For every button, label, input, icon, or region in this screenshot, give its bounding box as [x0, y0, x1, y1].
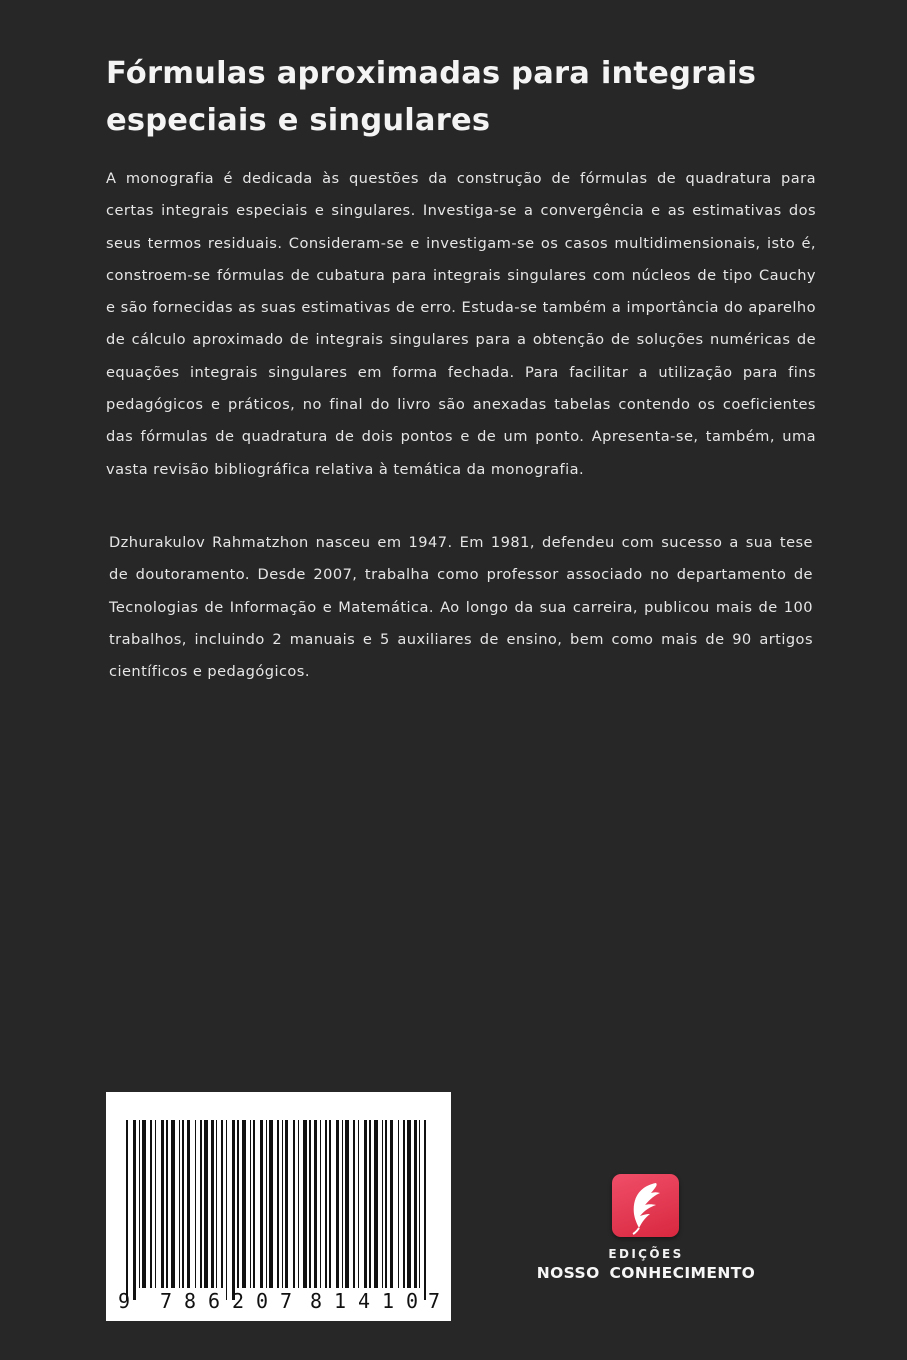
barcode-bar [155, 1120, 156, 1288]
isbn-digit: 6 [208, 1289, 221, 1313]
isbn-digit: 8 [184, 1289, 197, 1313]
barcode-bar [204, 1120, 208, 1288]
barcode-bar [253, 1120, 255, 1288]
barcode-bars [106, 1092, 451, 1321]
barcode-bar [309, 1120, 311, 1288]
barcode-bar [303, 1120, 307, 1288]
barcode-bar [358, 1120, 359, 1288]
isbn-digit: 7 [428, 1289, 441, 1313]
barcode-bar [282, 1120, 283, 1288]
barcode-bar [166, 1120, 168, 1288]
publisher-logo [612, 1174, 679, 1237]
barcode-bar [195, 1120, 196, 1288]
barcode-bar [382, 1120, 383, 1288]
barcode-bar [232, 1120, 235, 1300]
isbn-digit: 4 [358, 1289, 371, 1313]
barcode-bar [345, 1120, 349, 1288]
isbn-barcode [106, 1092, 451, 1321]
barcode-bar [336, 1120, 339, 1288]
barcode-bar [314, 1120, 317, 1288]
barcode-bar [260, 1120, 263, 1288]
barcode-bar [171, 1120, 175, 1288]
feather-quill-icon [612, 1174, 679, 1237]
barcode-bar [403, 1120, 405, 1288]
isbn-digit: 7 [160, 1289, 173, 1313]
barcode-bar [211, 1120, 214, 1288]
barcode-bar [364, 1120, 367, 1288]
barcode-bar [126, 1120, 128, 1300]
isbn-digit: 0 [406, 1289, 419, 1313]
book-description: A monografia é dedicada às questões da construção de fórmulas de quadratura para certas integrais especiais e singulares. Investiga-se a convergência e as estimativas dos seus termos residuais. Consideram-se e investigam-se os casos multidimensionais, isto é, constroem-se fórmulas de cubatura para integrais singulares com núcleos de tipo Cauchy e são fornecidas as suas estimativas de erro. Estuda-se também a importância do aparelho de cálculo aproximado de integrais singulares para a obtenção de soluções numéricas de equações integrais singulares em forma fechada. Para facilitar a utilização para fins pedagógicos e práticos, no final do livro são anexadas tabelas contendo os coeficientes das fórmulas de quadratura de dois pontos e de um ponto. Apresenta-se, também, uma vasta revisão bibliográfica relativa à temática da monografia. [106, 170, 816, 478]
barcode-bar [414, 1120, 417, 1288]
barcode-bar [242, 1120, 246, 1288]
barcode-bar [342, 1120, 343, 1288]
barcode-bar [269, 1120, 273, 1288]
publisher-line1: EDIÇÕES [608, 1247, 684, 1261]
barcode-bar [320, 1120, 321, 1288]
isbn-digit: 0 [256, 1289, 269, 1313]
book-title: Fórmulas aproximadas para integrais especiais e singulares [106, 56, 757, 138]
barcode-bar [424, 1120, 426, 1300]
barcode-bar [187, 1120, 190, 1288]
barcode-bar [226, 1120, 227, 1300]
barcode-bar [266, 1120, 267, 1288]
barcode-bar [374, 1120, 378, 1288]
barcode-bar [142, 1120, 146, 1288]
barcode-bar [407, 1120, 411, 1288]
isbn-digit: 2 [232, 1289, 245, 1313]
isbn-digit: 1 [382, 1289, 395, 1313]
barcode-bar [250, 1120, 251, 1288]
barcode-bar [419, 1120, 420, 1288]
isbn-digit: 8 [310, 1289, 323, 1313]
isbn-digit: 9 [118, 1289, 131, 1313]
barcode-bar [298, 1120, 299, 1288]
barcode-bar [139, 1120, 140, 1288]
barcode-bar [182, 1120, 184, 1288]
barcode-bar [216, 1120, 217, 1288]
barcode-bar [325, 1120, 327, 1288]
barcode-bar [329, 1120, 331, 1288]
isbn-digit: 1 [334, 1289, 347, 1313]
barcode-bar [150, 1120, 152, 1288]
barcode-bar [277, 1120, 279, 1288]
barcode-bar [161, 1120, 164, 1288]
barcode-bar [133, 1120, 136, 1300]
barcode-bar [398, 1120, 399, 1288]
barcode-bar [353, 1120, 355, 1288]
isbn-digit: 7 [280, 1289, 293, 1313]
barcode-bar [369, 1120, 371, 1288]
publisher-name: NOSSO CONHECIMENTO [536, 1264, 756, 1282]
barcode-bar [237, 1120, 239, 1288]
barcode-bar [390, 1120, 393, 1288]
author-bio: Dzhurakulov Rahmatzhon nasceu em 1947. Em 1981, defendeu com sucesso a sua tese de doutoramento. Desde 2007, trabalha como professor associado no departamento de Tecnologias de Informação e Matemática. Ao longo da sua carreira, publicou mais de 100 trabalhos, incluindo 2 manuais e 5 auxiliares de ensino, bem como mais de 90 artigos científicos e pedagógicos. [109, 534, 813, 681]
barcode-bar [200, 1120, 202, 1288]
barcode-bar [385, 1120, 387, 1288]
barcode-bar [179, 1120, 180, 1288]
barcode-bar [285, 1120, 288, 1288]
barcode-bar [293, 1120, 295, 1288]
barcode-bar [221, 1120, 223, 1288]
